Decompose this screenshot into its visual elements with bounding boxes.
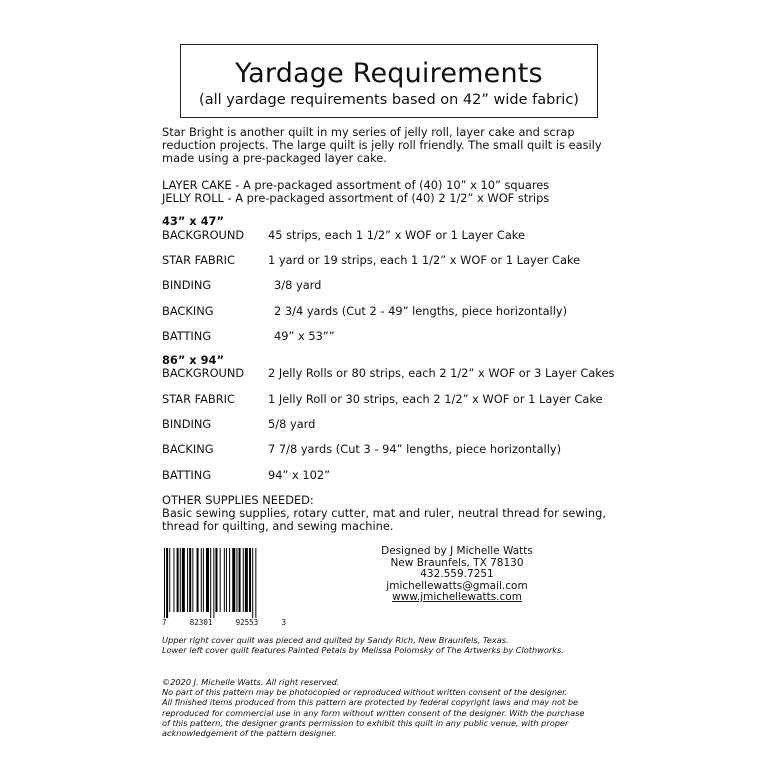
- large-backing-row: [162, 442, 562, 456]
- row-value: 2 3/4 yards (Cut 2 - 49” lengths, piece horizontally): [274, 304, 568, 318]
- barcode-digits: [162, 618, 286, 627]
- barcode-bar: [182, 548, 185, 612]
- barcode-bar: [249, 548, 251, 612]
- barcode-bar: [255, 548, 256, 618]
- copyright-line: All finished items produced from this pattern are protected by federal copyright laws and may not be: [162, 697, 579, 708]
- copyright-notice: [162, 677, 584, 738]
- row-value: 7 7/8 yards (Cut 3 - 94” lengths, piece horizontally): [268, 442, 562, 456]
- row-label: BACKGROUND: [162, 228, 245, 242]
- copyright-line: No part of this pattern may be photocopied or reproduced without written consent of the designer.: [162, 687, 568, 698]
- large-quilt-size: 86” x 94”: [162, 353, 224, 367]
- other-supplies-heading: OTHER SUPPLIES NEEDED:: [162, 493, 314, 507]
- barcode-bar: [239, 548, 241, 612]
- barcode-bar: [187, 548, 188, 612]
- row-label: STAR FABRIC: [162, 392, 235, 406]
- page-title: Yardage Requirements: [235, 58, 543, 89]
- row-label: BACKGROUND: [162, 366, 245, 380]
- barcode-bar: [166, 548, 168, 618]
- barcode-digit-group: 92553: [235, 618, 259, 627]
- barcode-bar: [177, 548, 179, 612]
- barcode-bar: [232, 548, 235, 612]
- barcode-bar: [164, 548, 165, 618]
- row-label: BACKING: [162, 304, 214, 318]
- row-value: 1 Jelly Roll or 30 strips, each 2 1/2” x WOF or 1 Layer Cake: [268, 392, 603, 406]
- row-label: STAR FABRIC: [162, 253, 235, 267]
- barcode-bar: [229, 548, 230, 612]
- row-value: 94” x 102”: [268, 468, 331, 482]
- small-star-fabric-row: [162, 253, 581, 267]
- barcode: [162, 548, 286, 618]
- precut-definitions: [162, 179, 612, 205]
- barcode-bar: [197, 548, 199, 612]
- intro-line: Star Bright is another quilt in my series of jelly roll, layer cake and scrap: [162, 125, 575, 139]
- barcode-bar: [220, 548, 221, 612]
- row-label: BACKING: [162, 442, 214, 456]
- other-supplies: [162, 494, 612, 534]
- row-label: BINDING: [162, 417, 212, 431]
- barcode-bar: [189, 548, 191, 612]
- barcode-digit-group: 82301: [189, 618, 213, 627]
- barcode-bar: [206, 548, 209, 612]
- barcode-bar: [224, 548, 225, 612]
- barcode-bar: [243, 548, 244, 612]
- copyright-line: acknowledgement of the pattern designer.: [162, 728, 337, 739]
- supplies-line: Basic sewing supplies, rotary cutter, mat and ruler, neutral thread for sewing,: [162, 506, 606, 521]
- row-label: BATTING: [162, 329, 212, 343]
- small-binding-row: [162, 278, 322, 292]
- barcode-bar: [201, 548, 202, 612]
- copyright-line: of this pattern, the designer grants permission to exhibit this quilt in any public venue, with proper: [162, 717, 569, 728]
- credit-line: Upper right cover quilt was pieced and quilted by Sandy Rich, New Braunfels, Texas.: [162, 635, 509, 645]
- barcode-bar: [169, 548, 170, 612]
- barcode-bar: [213, 548, 214, 618]
- designer-website-link[interactable]: www.jmichellewatts.com: [392, 591, 522, 603]
- large-star-fabric-row: [162, 392, 603, 406]
- credit-line: Lower left cover quilt features Painted Petals by Melissa Polomsky of The Artwerks by Clothworks.: [162, 645, 564, 656]
- barcode-digit-group: 7: [162, 618, 167, 627]
- small-background-row: [162, 228, 525, 242]
- row-label: BATTING: [162, 468, 212, 482]
- small-quilt-size: 43” x 47”: [162, 214, 224, 228]
- copyright-line: ©2020 J. Michelle Watts. All right reserved.: [162, 677, 340, 687]
- page-subtitle: (all yardage requirements based on 42” wide fabric): [199, 92, 579, 108]
- jelly-roll-definition: JELLY ROLL - A pre-packaged assortment of (40) 2 1/2” x WOF strips: [162, 191, 550, 206]
- large-binding-row: [162, 417, 316, 431]
- barcode-bar: [226, 548, 227, 612]
- barcode-bar: [180, 548, 181, 612]
- designer-phone: 432.559.7251: [420, 568, 494, 580]
- designer-email: jmichellewatts@gmail.com: [386, 579, 528, 592]
- row-value: 3/8 yard: [274, 278, 322, 292]
- row-value: 5/8 yard: [268, 417, 316, 431]
- row-value: 45 strips, each 1 1/2” x WOF or 1 Layer Cake: [268, 228, 525, 242]
- large-background-row: [162, 366, 615, 380]
- barcode-bar: [252, 548, 253, 618]
- layer-cake-definition: LAYER CAKE - A pre-packaged assortment of (40) 10” x 10” squares: [162, 178, 550, 192]
- intro-line: made using a pre-packaged layer cake.: [162, 151, 387, 166]
- row-value: 1 yard or 19 strips, each 1 1/2” x WOF or 1 Layer Cake: [268, 253, 581, 267]
- barcode-bar: [215, 548, 217, 612]
- designer-name: Designed by J Michelle Watts: [381, 545, 533, 557]
- cover-credits: [162, 635, 564, 655]
- barcode-bar: [173, 548, 174, 612]
- designer-location: New Braunfels, TX 78130: [390, 556, 524, 569]
- title-box: [180, 44, 598, 118]
- barcode-digit-group: 3: [281, 618, 286, 627]
- barcode-bar: [210, 548, 211, 618]
- barcode-bar: [203, 548, 204, 612]
- intro-paragraph: [162, 126, 612, 166]
- row-value: 49” x 53””: [274, 329, 335, 343]
- designer-contact: [372, 546, 542, 604]
- supplies-line: thread for quilting, and sewing machine.: [162, 519, 394, 534]
- small-backing-row: [162, 304, 568, 318]
- copyright-line: reproduced for commercial use in any form without written consent of the designer. With the purchase: [162, 707, 585, 718]
- row-value: 2 Jelly Rolls or 80 strips, each 2 1/2” x WOF or 3 Layer Cakes: [268, 366, 615, 380]
- large-batting-row: [162, 468, 331, 482]
- barcode-bar: [236, 548, 237, 612]
- small-batting-row: [162, 329, 335, 343]
- row-label: BINDING: [162, 278, 212, 292]
- intro-line: reduction projects. The large quilt is jelly roll friendly. The small quilt is easily: [162, 138, 602, 153]
- barcode-bar: [245, 548, 248, 612]
- barcode-bar: [192, 548, 193, 612]
